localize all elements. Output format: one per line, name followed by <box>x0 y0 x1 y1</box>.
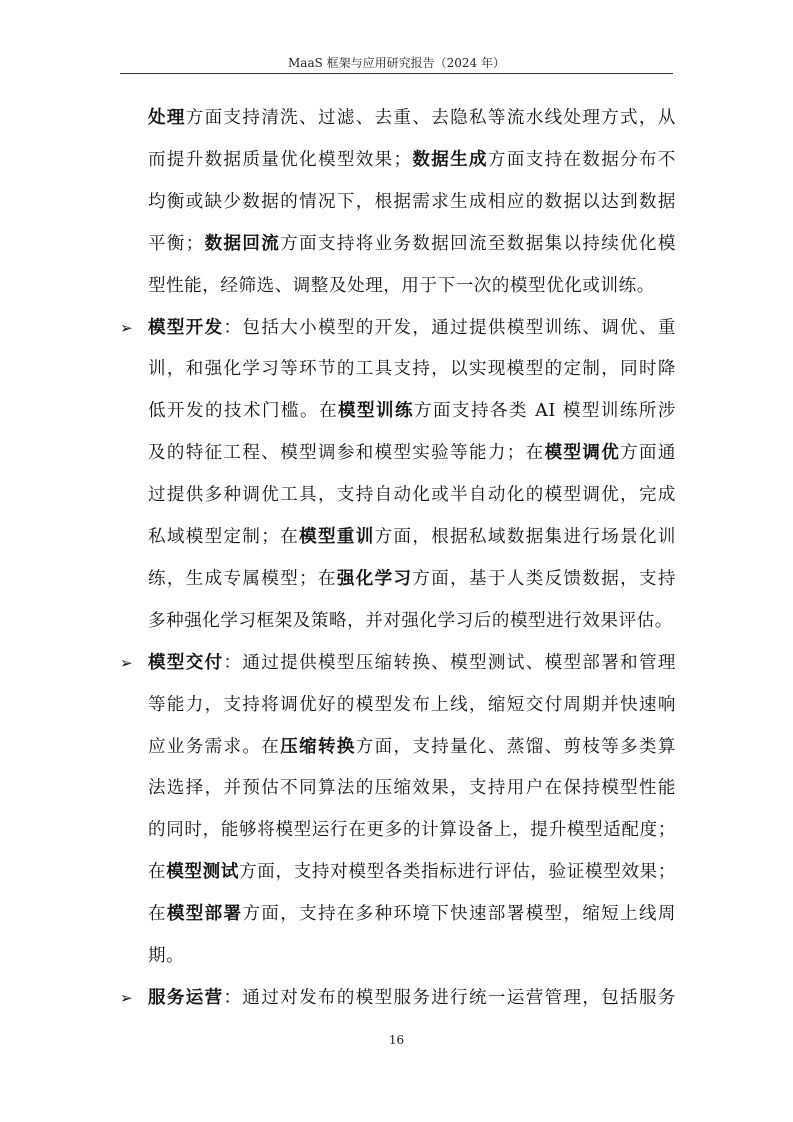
bold-term: 处理 <box>148 108 186 128</box>
text-segment: 在 <box>148 904 167 925</box>
bold-term: 模型调优 <box>544 443 621 464</box>
text-line <box>148 484 676 506</box>
bold-term: 数据回流 <box>203 233 281 254</box>
text-line <box>148 275 676 297</box>
text-segment: 低开发的技术门槛。在 <box>148 401 339 422</box>
text-line <box>148 903 676 925</box>
text-segment: 方面，根据私域数据集进行场景化训 <box>374 527 676 547</box>
text-line <box>148 526 676 548</box>
bold-term: 模型部署 <box>166 904 243 925</box>
text-segment: 方面，支持对模型各类指标进行评估，验证模型效果； <box>239 862 676 883</box>
text-segment: 方面支持在数据分布不 <box>487 149 676 170</box>
text-segment: 训，和强化学习等环节的工具支持，以实现模型的定制，同时降 <box>148 359 676 380</box>
text-segment: 方面支持各类 AI 模型训练所涉 <box>414 401 676 422</box>
text-line <box>148 317 676 339</box>
bold-term: 服务运营 <box>148 987 224 1008</box>
text-line <box>148 107 676 129</box>
text-segment: 方面通 <box>620 443 676 464</box>
text-line <box>148 610 676 632</box>
text-line <box>148 233 676 255</box>
text-segment: 均衡或缺少数据的情况下，根据需求生成相应的数据以达到数据 <box>148 191 676 212</box>
text-line <box>148 945 676 967</box>
text-segment: 型性能，经筛选、调整及处理，用于下一次的模型优化或训练。 <box>148 275 655 296</box>
bullet-icon: ➢ <box>120 988 133 1007</box>
text-line <box>148 358 676 380</box>
text-segment: 多种强化学习框架及策略，并对强化学习后的模型进行效果评估。 <box>148 610 673 631</box>
text-segment: 的同时，能够将模型运行在更多的计算设备上，提升模型适配度； <box>148 820 676 841</box>
text-line <box>148 149 676 171</box>
text-segment: 方面，基于人类反馈数据，支持 <box>412 568 676 589</box>
running-header: MaaS 框架与应用研究报告（2024 年） <box>288 56 505 70</box>
bold-term: 模型开发 <box>148 317 224 338</box>
text-segment: ：包括大小模型的开发，通过提供模型训练、调优、重 <box>223 317 676 338</box>
text-line <box>148 694 676 716</box>
page-number: 16 <box>388 1033 405 1047</box>
bold-term: 模型重训 <box>299 527 375 547</box>
text-segment: 法选择，并预估不同算法的压缩效果，支持用户在保持模型性能 <box>148 778 676 799</box>
text-segment: 方面支持将业务数据回流至数据集以持续优化模 <box>280 233 676 254</box>
text-line <box>148 777 676 799</box>
text-segment: 方面，支持在多种环境下快速部署模型，缩短上线周 <box>242 904 676 925</box>
text-line <box>148 191 676 213</box>
text-line <box>148 819 676 841</box>
text-line <box>148 400 676 422</box>
bold-term: 强化学习 <box>336 568 413 589</box>
text-segment: 过提供多种调优工具，支持自动化或半自动化的模型调优，完成 <box>148 485 676 506</box>
text-line <box>148 987 676 1009</box>
text-segment: 期。 <box>148 946 185 966</box>
text-segment: ：通过提供模型压缩转换、模型测试、模型部署和管理 <box>223 652 676 673</box>
text-segment: 平衡； <box>148 233 204 254</box>
bullet-icon: ➢ <box>120 653 133 672</box>
text-line <box>148 861 676 883</box>
text-segment: 等能力，支持将调优好的模型发布上线，缩短交付周期并快速响 <box>148 694 676 715</box>
text-segment: 方面支持清洗、过滤、去重、去隐私等流水线处理方式，从 <box>185 108 676 128</box>
bold-term: 模型测试 <box>166 862 240 883</box>
text-line <box>148 736 676 758</box>
text-segment: 方面，支持量化、蒸馏、剪枝等多类算 <box>355 736 676 757</box>
text-line <box>148 652 676 674</box>
bold-term: 压缩转换 <box>280 736 356 757</box>
text-segment: 及的特征工程、模型调参和模型实验等能力；在 <box>148 443 545 464</box>
text-segment: ：通过对发布的模型服务进行统一运营管理，包括服务 <box>223 987 676 1008</box>
bold-term: 模型训练 <box>338 401 415 422</box>
text-segment: 应业务需求。在 <box>148 736 281 757</box>
bullet-icon: ➢ <box>120 318 133 337</box>
text-segment: 练，生成专属模型；在 <box>148 568 337 589</box>
header-divider <box>120 73 673 74</box>
bold-term: 模型交付 <box>148 652 224 673</box>
text-segment: 而提升数据质量优化模型效果； <box>148 149 412 170</box>
text-line <box>148 568 676 590</box>
text-segment: 私域模型定制；在 <box>148 527 300 547</box>
bold-term: 数据生成 <box>411 149 488 170</box>
text-line <box>148 442 676 464</box>
text-segment: 在 <box>148 862 167 883</box>
